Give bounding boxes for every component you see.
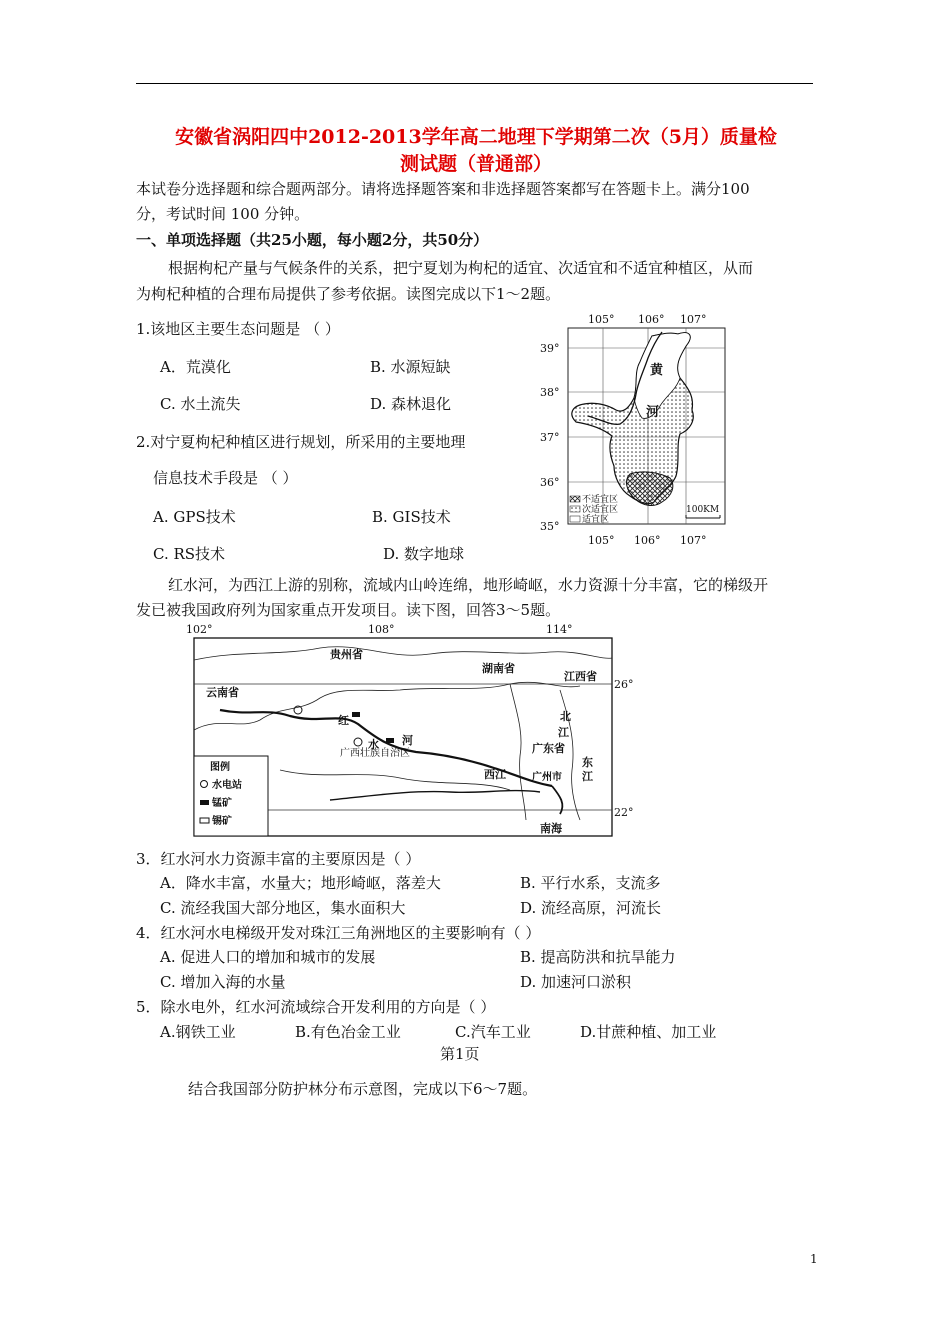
q2-option-b: B. GIS技术	[372, 508, 451, 526]
map1-legend-suitable: 适宜区	[582, 515, 610, 525]
map2-lon-102: 102°	[186, 623, 213, 636]
q2-option-c: C. RS技术	[153, 545, 226, 563]
q4-option-a: A. 促进人口的增加和城市的发展	[160, 948, 376, 966]
passage1-line1: 根据枸杞产量与气候条件的关系，把宁夏划为枸杞的适宜、次适宜和不适宜种植区，从而	[168, 259, 754, 277]
q5-option-d: D.甘蔗种植、加工业	[580, 1023, 717, 1041]
map2-label-jiangxi: 江西省	[564, 670, 597, 683]
map1-scale-label: 100KM	[686, 505, 720, 515]
q5-option-c: C.汽车工业	[455, 1023, 531, 1041]
map2-river-char-shui: 水	[368, 738, 379, 751]
q5-option-a: A.钢铁工业	[160, 1023, 236, 1041]
map2-lon-114: 114°	[546, 623, 573, 636]
map1-lon-top-105: 105°	[588, 313, 615, 326]
page-number: 1	[810, 1252, 818, 1266]
q2-stem-line1: 2.对宁夏枸杞种植区进行规划，所采用的主要地理	[136, 433, 466, 451]
map2-legend-tin: 锡矿	[212, 816, 232, 827]
map2-lat-26: 26°	[614, 678, 634, 691]
ningxia-goji-map	[530, 306, 740, 552]
map2-legend-title: 图例	[210, 762, 230, 773]
q1-option-a: A．荒漠化	[160, 358, 231, 376]
map1-legend-subsuitable: 次适宜区	[582, 505, 619, 515]
q1-option-b: B. 水源短缺	[370, 358, 451, 376]
map2-label-dong: 东	[582, 756, 593, 769]
q1-stem: 1.该地区主要生态问题是 （ ）	[136, 320, 340, 338]
map2-label-guangzhou: 广州市	[532, 772, 562, 783]
map2-river-char-hong: 红	[338, 714, 349, 727]
map2-label-hunan: 湖南省	[482, 662, 515, 675]
passage2-line2: 发已被我国政府列为国家重点开发项目。读下图，回答3～5题。	[136, 601, 561, 619]
map2-label-guizhou: 贵州省	[330, 648, 363, 661]
map1-lon-bottom-107: 107°	[680, 534, 707, 547]
map1-lat-37: 37°	[540, 431, 560, 444]
map1-legend-unsuitable: 不适宜区	[582, 495, 619, 505]
map1-lat-36: 36°	[540, 476, 560, 489]
map2-lat-22: 22°	[614, 806, 634, 819]
map2-legend-hydro: 水电站	[212, 780, 242, 791]
q5-option-b: B.有色冶金工业	[295, 1023, 401, 1041]
intro-line2: 分，考试时间 100 分钟。	[136, 205, 310, 223]
q4-option-c: C. 增加入海的水量	[160, 973, 286, 991]
q1-option-d: D. 森林退化	[370, 395, 452, 413]
passage2-line1: 红水河，为西江上游的别称，流域内山岭连绵，地形崎岖，水力资源十分丰富，它的梯级开	[168, 576, 769, 594]
map1-lat-39: 39°	[540, 342, 560, 355]
q2-stem-line2: 信息技术手段是 （ ）	[153, 469, 298, 487]
map2-label-jiang2: 江	[582, 770, 593, 783]
map2-lon-108: 108°	[368, 623, 395, 636]
q5-stem: 5．除水电外，红水河流域综合开发利用的方向是（ ）	[136, 998, 496, 1016]
map2-label-xijiang: 西江	[484, 768, 506, 781]
map1-lon-top-107: 107°	[680, 313, 707, 326]
doc-title-line2: 测试题（普通部）	[399, 153, 552, 175]
q3-option-c: C. 流经我国大部分地区，集水面积大	[160, 899, 406, 917]
map2-label-jiang1: 江	[558, 726, 569, 739]
map2-river-char-he: 河	[402, 734, 413, 747]
map1-lat-38: 38°	[540, 386, 560, 399]
passage3: 结合我国部分防护林分布示意图，完成以下6～7题。	[188, 1080, 538, 1098]
q4-option-b: B. 提高防洪和抗旱能力	[520, 948, 676, 966]
q1-option-c: C. 水土流失	[160, 395, 241, 413]
map1-river-char-he: 河	[646, 405, 660, 420]
map2-label-yunnan: 云南省	[206, 686, 239, 699]
page-label: 第1页	[440, 1045, 480, 1063]
doc-title-line1: 安徽省涡阳四中2012-2013学年高二地理下学期第二次（5月）质量检	[175, 126, 777, 148]
section1-heading: 一、单项选择题（共25小题，每小题2分，共50分）	[136, 231, 489, 249]
q2-option-a: A. GPS技术	[153, 508, 236, 526]
map1-river-char-huang: 黄	[650, 363, 664, 378]
q2-option-d: D. 数字地球	[383, 545, 465, 563]
map1-lon-bottom-105: 105°	[588, 534, 615, 547]
map1-lon-top-106: 106°	[638, 313, 665, 326]
hongshui-river-map	[180, 620, 640, 842]
map2-label-bei: 北	[560, 710, 571, 723]
map2-label-guangdong: 广东省	[532, 742, 565, 755]
intro-line1: 本试卷分选择题和综合题两部分。请将选择题答案和非选择题答案都写在答题卡上。满分100	[136, 180, 750, 198]
map2-label-guangxi: 广西壮族自治区	[340, 748, 410, 759]
map2-label-nanhai: 南海	[540, 822, 562, 835]
q3-option-b: B. 平行水系，支流多	[520, 874, 661, 892]
q4-stem: 4．红水河水电梯级开发对珠江三角洲地区的主要影响有（ ）	[136, 924, 541, 942]
header-rule	[136, 83, 813, 84]
map1-lon-bottom-106: 106°	[634, 534, 661, 547]
q3-option-d: D. 流经高原，河流长	[520, 899, 662, 917]
q3-stem: 3．红水河水力资源丰富的主要原因是（ ）	[136, 850, 421, 868]
q3-option-a: A．降水丰富，水量大；地形崎岖，落差大	[160, 874, 441, 892]
q4-option-d: D. 加速河口淤积	[520, 973, 632, 991]
map2-legend-manganese: 锰矿	[212, 798, 232, 809]
passage1-line2: 为枸杞种植的合理布局提供了参考依据。读图完成以下1～2题。	[136, 285, 561, 303]
map1-lat-35: 35°	[540, 520, 560, 533]
